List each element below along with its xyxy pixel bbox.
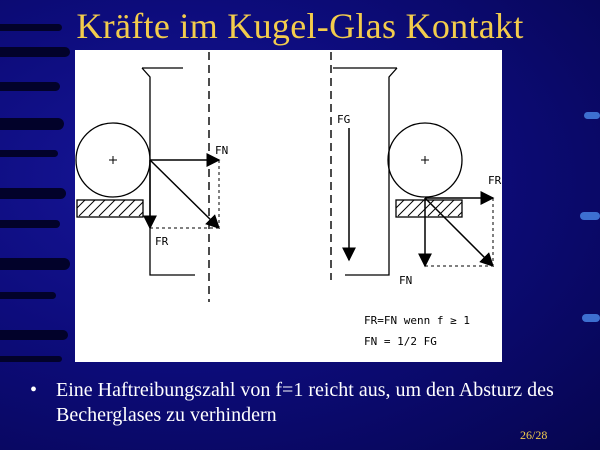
slide-title: Kräfte im Kugel-Glas Kontakt	[76, 6, 524, 46]
right-fn-label: FN	[399, 274, 413, 287]
left-ball-center-mark	[109, 156, 117, 164]
page-number: 26/28	[520, 428, 548, 442]
background-accent	[582, 314, 600, 322]
force-diagram-svg	[75, 50, 502, 362]
background-stripe	[0, 150, 58, 157]
background-accent	[584, 112, 600, 119]
background-stripe	[0, 220, 60, 228]
background-stripe	[0, 188, 66, 199]
left-support-block	[77, 200, 143, 217]
left-fn-label: FN	[215, 144, 229, 157]
background-stripe	[0, 330, 68, 340]
right-ball-center-mark	[421, 156, 429, 164]
background-stripe	[0, 47, 70, 57]
right-force-arrows	[425, 198, 493, 266]
background-stripe	[0, 258, 70, 270]
background-stripe	[0, 118, 64, 130]
left-fr-label: FR	[155, 235, 169, 248]
bullet-dot: •	[30, 379, 38, 401]
right-beaker	[333, 68, 397, 275]
background-stripe	[0, 292, 56, 299]
right-fg-label: FG	[337, 113, 351, 126]
background-stripe	[0, 82, 60, 91]
right-fr-label: FR	[488, 174, 502, 187]
formula-line-2: FN = 1/2 FG	[364, 335, 437, 348]
force-diagram	[75, 50, 502, 362]
background-accent	[580, 212, 600, 220]
formula-line-1: FR=FN wenn f ≥ 1	[364, 314, 470, 327]
bullet-text: Eine Haftreibungszahl von f=1 reicht aus, um den Absturz des Becherglases zu verhindern	[56, 379, 554, 426]
background-stripe	[0, 356, 62, 362]
